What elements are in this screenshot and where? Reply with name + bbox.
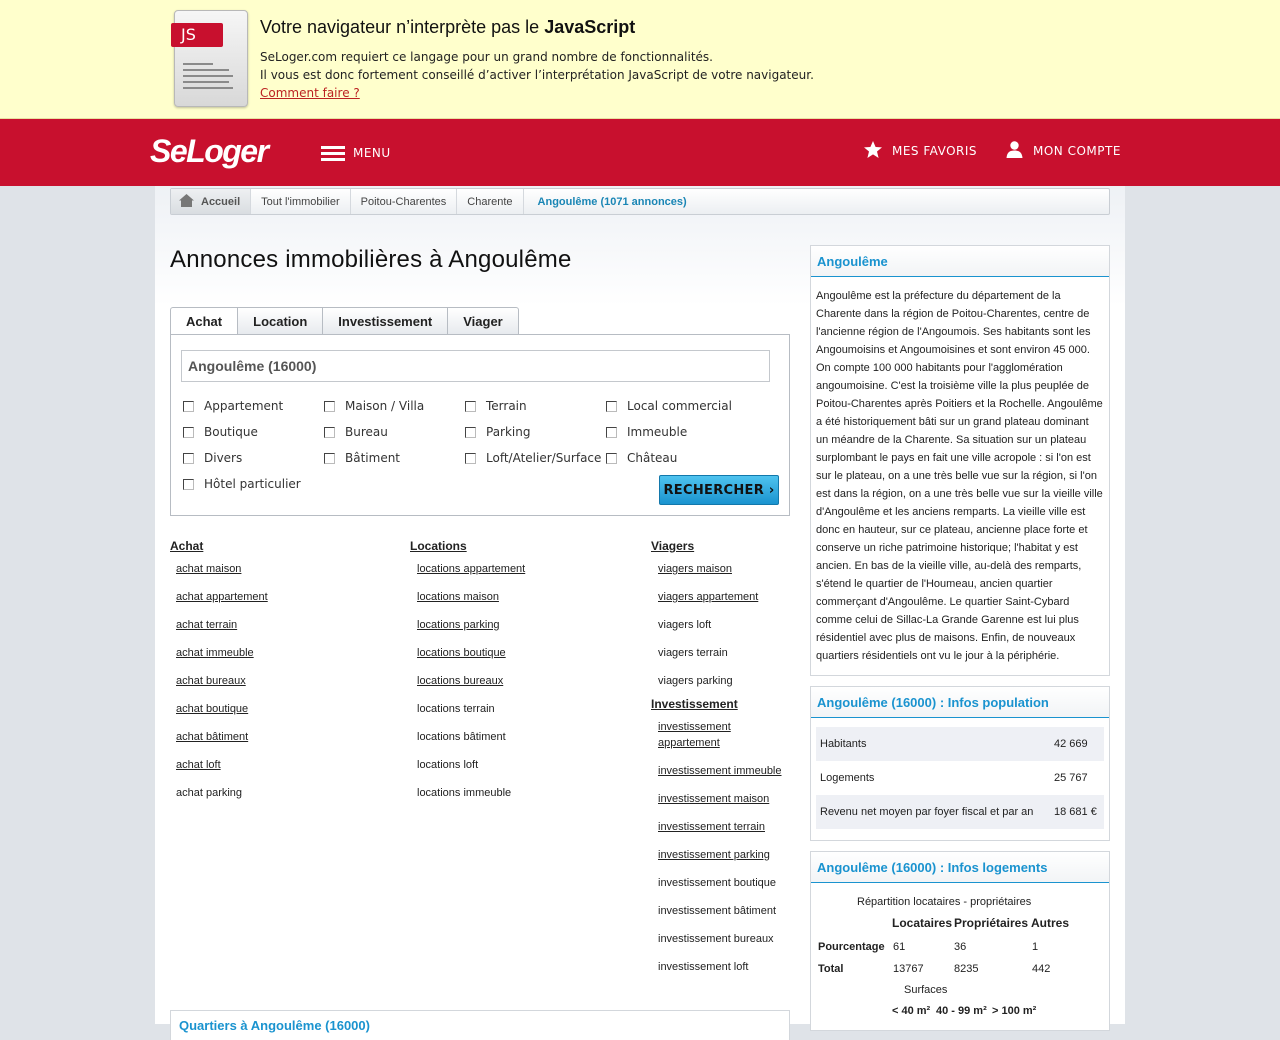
quartiers-panel [170, 1010, 790, 1040]
hamburger-icon [321, 146, 345, 161]
tab-location[interactable]: Location [238, 307, 323, 335]
breadcrumb-item[interactable]: Charente [457, 189, 523, 214]
link-investissement[interactable]: investissement maison [658, 793, 770, 805]
checkbox[interactable] [465, 427, 476, 438]
link-achat[interactable]: achat bâtiment [176, 731, 249, 743]
user-icon [1006, 141, 1023, 161]
js-warning-title: Votre navigateur n’interprète pas le JavaScript [260, 17, 636, 37]
surfaces-caption: Surfaces [904, 984, 948, 996]
tab-viager[interactable]: Viager [448, 307, 519, 335]
text-locations: locations loft [417, 759, 479, 771]
link-locations[interactable]: locations maison [417, 591, 499, 603]
checkbox[interactable] [606, 427, 617, 438]
text-investissement: investissement bâtiment [658, 905, 776, 917]
city-description-panel [810, 245, 1110, 676]
link-viagers[interactable]: viagers maison [658, 563, 732, 575]
text-achat: achat parking [176, 787, 243, 799]
housing-row-label: Pourcentage [818, 941, 885, 953]
text-investissement: investissement bureaux [658, 933, 774, 945]
housing-cell: 8235 [954, 963, 979, 975]
top-navigation [0, 119, 1280, 186]
search-button[interactable]: RECHERCHER › [659, 475, 779, 505]
link-achat[interactable]: achat maison [176, 563, 242, 575]
account-label: MON COMPTE [1033, 144, 1121, 158]
js-help-link[interactable]: Comment faire ? [260, 86, 360, 100]
breadcrumb-item[interactable]: Tout l'immobilier [251, 189, 351, 214]
text-viagers: viagers terrain [658, 647, 728, 659]
type-checkbox-batiment[interactable]: Bâtiment [324, 451, 400, 465]
type-checkbox-divers[interactable]: Divers [183, 451, 242, 465]
link-investissement[interactable]: investissement appartement [658, 721, 731, 749]
housing-caption: Répartition locataires - propriétaires [857, 896, 1032, 908]
population-label: Logements [820, 772, 875, 784]
housing-row-label: Total [818, 963, 844, 975]
breadcrumb-item[interactable]: Poitou-Charentes [351, 189, 458, 214]
type-checkbox-maison[interactable]: Maison / Villa [324, 399, 424, 413]
js-warning-line1: SeLoger.com requiert ce langage pour un grand nombre de fonctionnalités. [260, 50, 713, 64]
table-row [816, 727, 1104, 761]
population-value: 25 767 [1054, 772, 1088, 784]
column-title-investissement[interactable]: Investissement [651, 697, 738, 711]
column-title-locations[interactable]: Locations [410, 539, 467, 553]
checkbox[interactable] [465, 453, 476, 464]
link-locations[interactable]: locations bureaux [417, 675, 504, 687]
link-locations[interactable]: locations appartement [417, 563, 526, 575]
js-document-icon [174, 10, 248, 107]
checkbox[interactable] [183, 453, 194, 464]
housing-cell: 36 [954, 941, 967, 953]
type-checkbox-appartement[interactable]: Appartement [183, 399, 283, 413]
link-investissement[interactable]: investissement parking [658, 849, 770, 861]
link-viagers[interactable]: viagers appartement [658, 591, 759, 603]
link-locations[interactable]: locations boutique [417, 647, 506, 659]
type-checkbox-loft[interactable]: Loft/Atelier/Surface [465, 451, 601, 465]
checkbox[interactable] [183, 479, 194, 490]
type-checkbox-terrain[interactable]: Terrain [465, 399, 527, 413]
link-investissement[interactable]: investissement terrain [658, 821, 765, 833]
type-checkbox-chateau[interactable]: Château [606, 451, 677, 465]
text-locations: locations bâtiment [417, 731, 506, 743]
housing-panel-title: Angoulême (16000) : Infos logements [811, 852, 1109, 883]
text-locations: locations terrain [417, 703, 495, 715]
column-title-achat[interactable]: Achat [170, 539, 204, 553]
housing-header: Propriétaires [954, 916, 1029, 930]
checkbox[interactable] [324, 401, 335, 412]
surfaces-header: < 40 m² [892, 1005, 931, 1017]
link-locations[interactable]: locations parking [417, 619, 500, 631]
checkbox[interactable] [183, 427, 194, 438]
link-achat[interactable]: achat boutique [176, 703, 249, 715]
js-tag-label: JS [171, 23, 223, 47]
link-achat[interactable]: achat terrain [176, 619, 238, 631]
text-locations: locations immeuble [417, 787, 512, 799]
type-checkbox-bureau[interactable]: Bureau [324, 425, 388, 439]
account-button[interactable] [1006, 141, 1121, 161]
search-tabs [170, 307, 519, 335]
link-achat[interactable]: achat appartement [176, 591, 268, 603]
population-value: 42 669 [1054, 738, 1088, 750]
checkbox[interactable] [606, 401, 617, 412]
housing-cell: 1 [1032, 941, 1039, 953]
column-title-viagers[interactable]: Viagers [651, 539, 695, 553]
link-investissement[interactable]: investissement immeuble [658, 765, 782, 777]
housing-cell: 61 [893, 941, 906, 953]
search-form [170, 334, 790, 516]
table-row [816, 795, 1104, 829]
js-warning-banner [0, 0, 1280, 119]
quartiers-panel-title: Quartiers à Angoulême (16000) [179, 1018, 370, 1033]
table-row [816, 761, 1104, 795]
star-icon [864, 141, 882, 161]
breadcrumb [170, 188, 1110, 215]
seloger-logo[interactable]: SeLoger [150, 133, 268, 169]
favorites-button[interactable] [864, 141, 977, 161]
population-table [816, 727, 1104, 829]
type-checkbox-hotel-particulier[interactable]: Hôtel particulier [183, 477, 301, 491]
tab-achat[interactable]: Achat [170, 307, 238, 335]
checkbox[interactable] [465, 401, 476, 412]
menu-button[interactable] [321, 145, 391, 161]
type-checkbox-immeuble[interactable]: Immeuble [606, 425, 687, 439]
page-title: Annonces immobilières à Angoulême [170, 246, 572, 273]
link-achat[interactable]: achat loft [176, 759, 221, 771]
favorites-label: MES FAVORIS [892, 144, 978, 158]
location-input[interactable] [181, 350, 770, 382]
housing-cell: 13767 [893, 963, 924, 975]
population-panel [810, 686, 1110, 841]
link-achat[interactable]: achat immeuble [176, 647, 254, 659]
city-description-text: Angoulême est la préfecture du département de la Charente dans la région de Poitou-Charentes, centre de l'ancienne région de l'Angoumois. Ses habitants sont les Angoumoisins et Angoumoisines et sont environ 45 000. On compte 100 000 habitants pour l'agglomération angoumoisine. C'est la troisième ville la plus peuplée de Poitou-Charentes après Poitiers et la Rochelle. Angoulême a été historiquement bâti sur un grand plateau dominant un méandre de la Charente. Sa situation sur un plateau surplombant le pays en fait une ville acropole : si l'on est sur le plateau, on a une très belle vue sur la région, si l'on est dans la région, on a une très belle vue sur la vieille ville d'Angoulême et les anciens remparts. La vieille ville est donc en hauteur, sur ce plateau, ancienne place forte et conserve un riche patrimoine historique; l'habitat y est ancien. En bas de la vieille ville, au-delà des remparts, s'étend le quartier de l'Houmeau, ancien quartier commerçant d'Angoulême. Le quartier Saint-Cybard comme celui de Sillac-La Grande Garenne est lui plus résidentiel avec plus de maisons. Enfin, de nouveaux quartiers résidentiels ont vu le jour à la périphérie. [816, 290, 1103, 662]
housing-panel [810, 851, 1110, 1031]
checkbox[interactable] [324, 453, 335, 464]
housing-cell: 442 [1032, 963, 1051, 975]
text-viagers: viagers parking [658, 675, 733, 687]
surfaces-header: > 100 m² [992, 1005, 1037, 1017]
population-value: 18 681 € [1054, 806, 1097, 818]
surfaces-header: 40 - 99 m² [936, 1005, 987, 1017]
population-label: Habitants [820, 738, 867, 750]
type-checkbox-boutique[interactable]: Boutique [183, 425, 258, 439]
checkbox[interactable] [606, 453, 617, 464]
population-label: Revenu net moyen par foyer fiscal et par an [820, 806, 1034, 818]
text-viagers: viagers loft [658, 619, 712, 631]
type-checkbox-local-commercial[interactable]: Local commercial [606, 399, 732, 413]
breadcrumb-current: Angoulême (1071 annonces) [537, 195, 687, 208]
checkbox[interactable] [324, 427, 335, 438]
home-icon [179, 194, 194, 210]
breadcrumb-home-label: Accueil [201, 195, 241, 208]
type-checkbox-parking[interactable]: Parking [465, 425, 531, 439]
checkbox[interactable] [183, 401, 194, 412]
housing-header: Locataires [892, 916, 953, 930]
js-warning-line2: Il vous est donc fortement conseillé d’activer l’interprétation JavaScript de votre navigateur. [260, 68, 814, 82]
breadcrumb-home[interactable] [171, 189, 251, 214]
tab-investissement[interactable]: Investissement [323, 307, 448, 335]
housing-header: Autres [1031, 916, 1070, 930]
text-investissement: investissement boutique [658, 877, 777, 889]
menu-label: MENU [353, 146, 391, 160]
link-achat[interactable]: achat bureaux [176, 675, 246, 687]
city-panel-title: Angoulême [811, 246, 1109, 277]
population-panel-title: Angoulême (16000) : Infos population [811, 687, 1109, 718]
text-investissement: investissement loft [658, 961, 749, 973]
